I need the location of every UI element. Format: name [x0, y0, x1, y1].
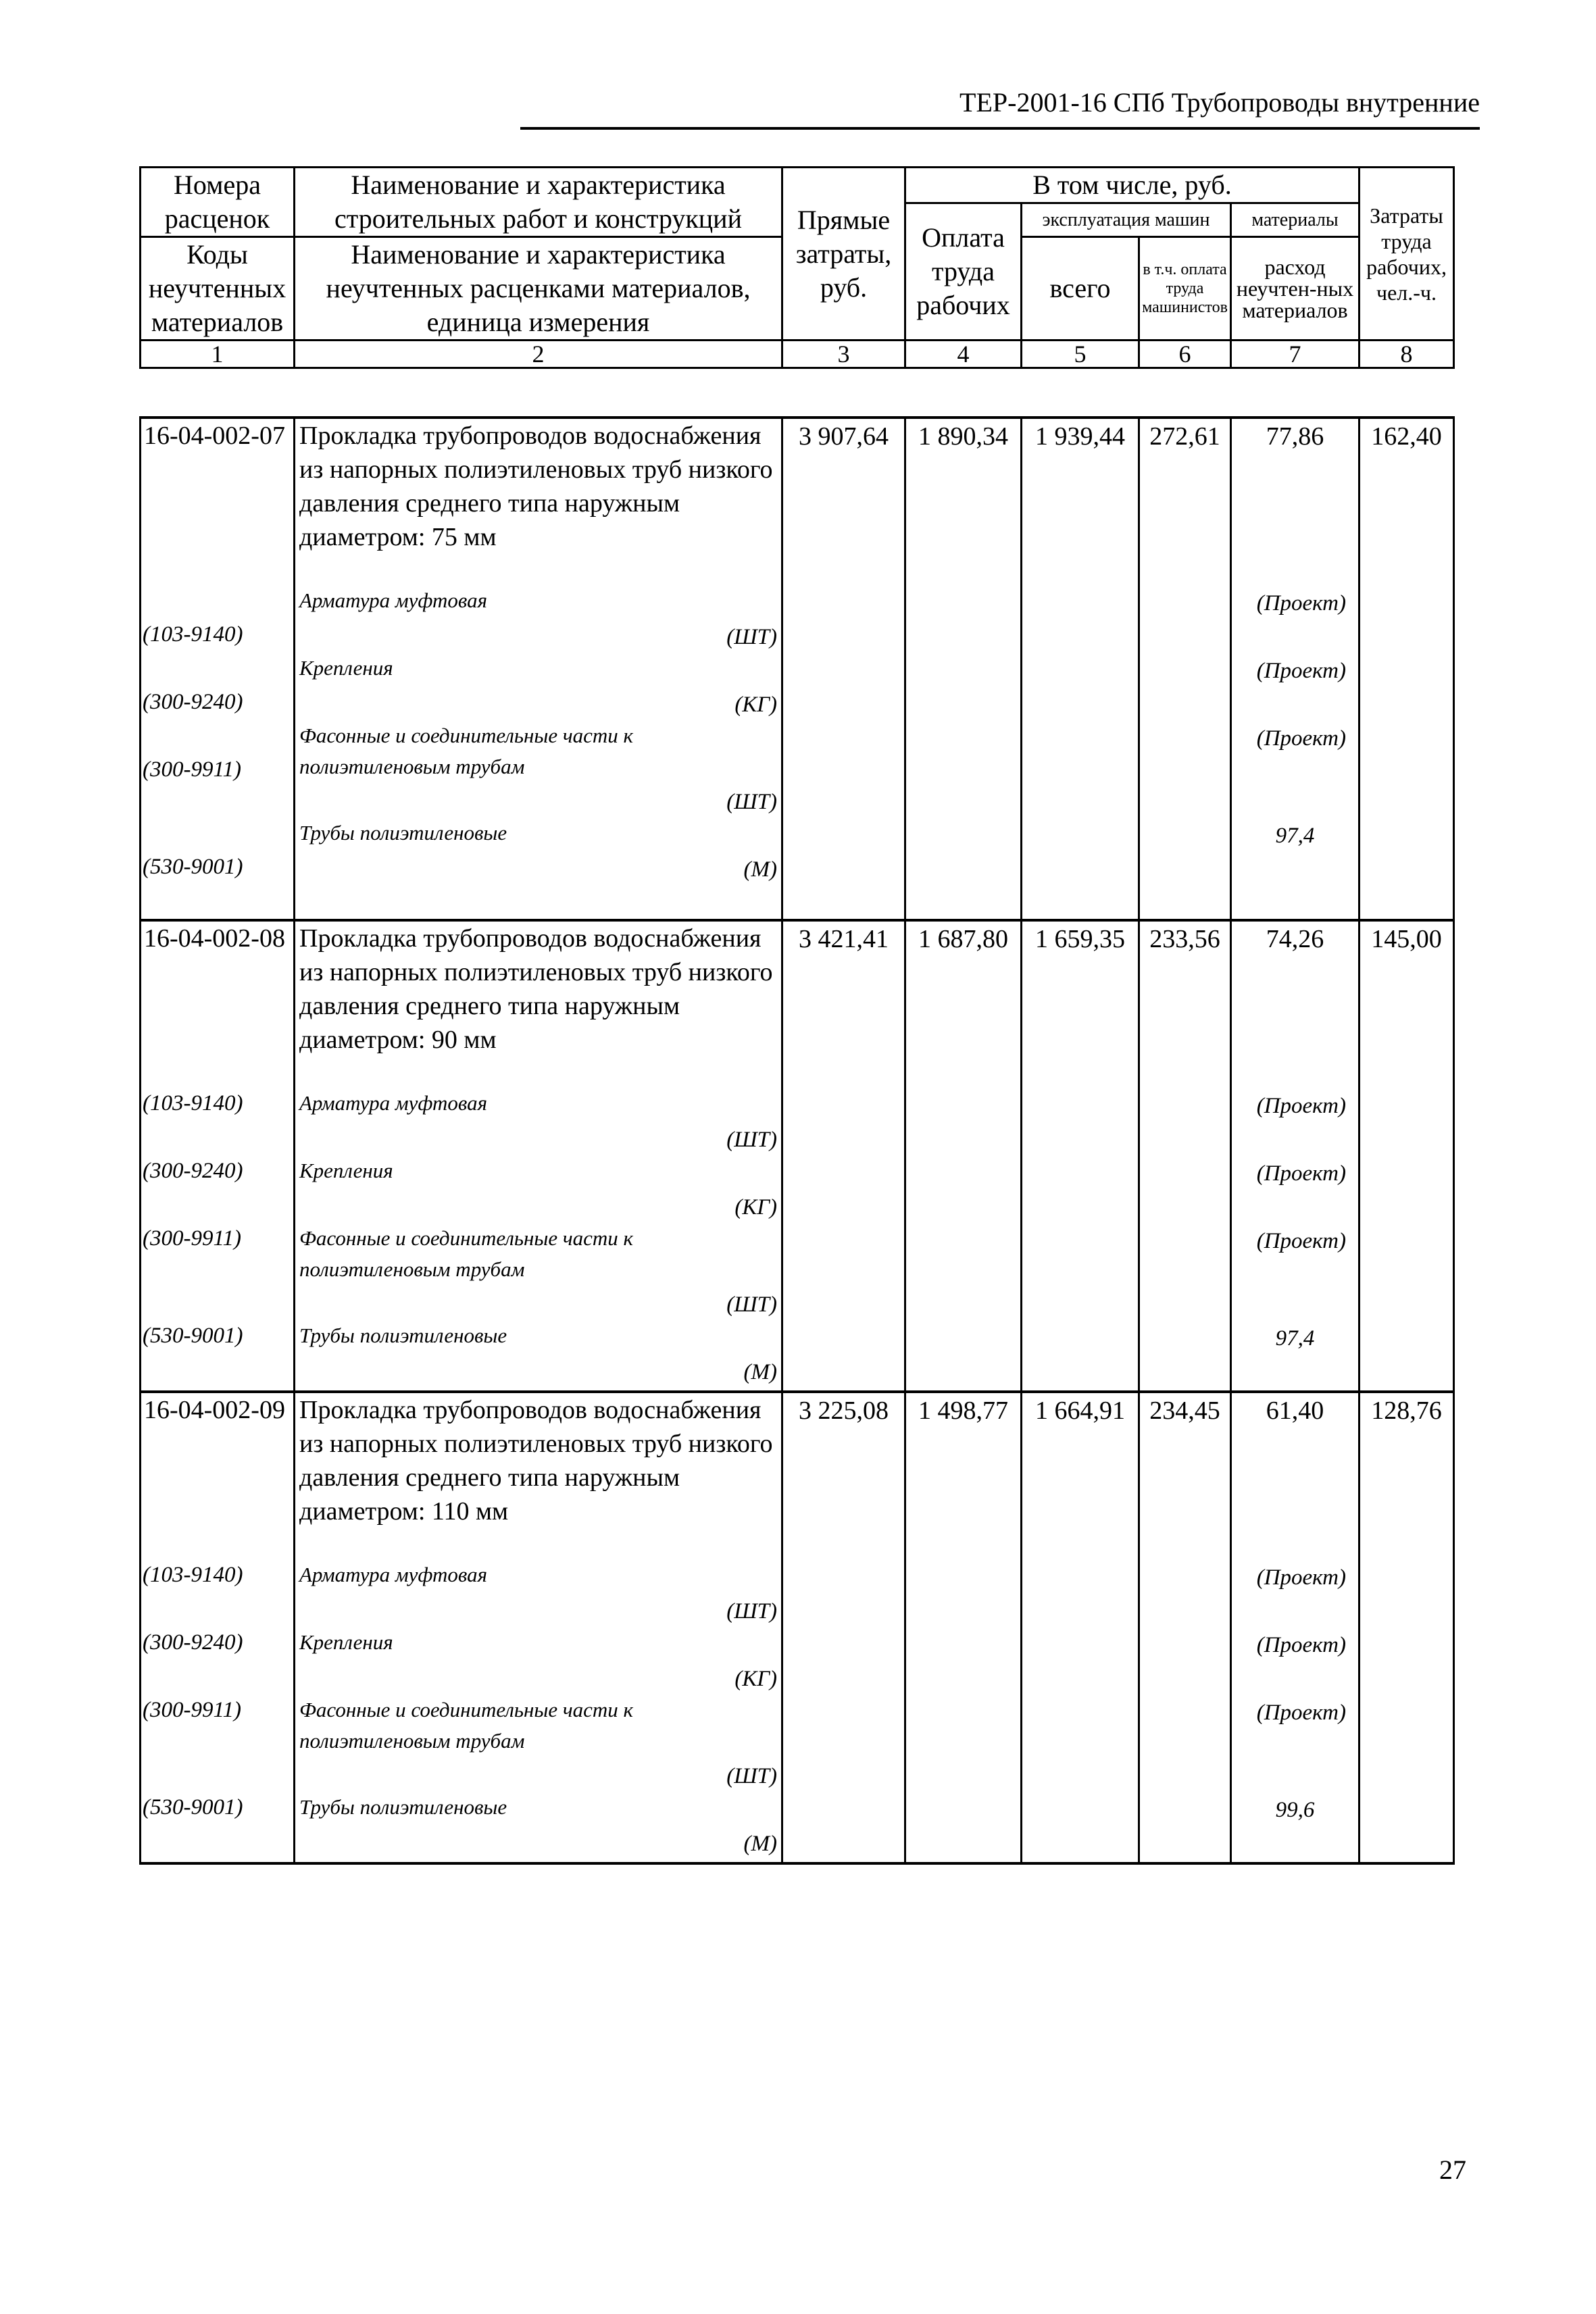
material-name: Крепления	[299, 656, 393, 680]
material-item	[295, 1155, 781, 1223]
material-code: (300-9911)	[143, 1226, 242, 1251]
document-title: ТЕР-2001-16 СПб Трубопроводы внутренние	[959, 87, 1480, 118]
labor-hours: 162,40	[1360, 418, 1454, 920]
header-num-5: 5	[1022, 341, 1139, 368]
material-qty: (Проект)	[1256, 591, 1346, 615]
table-row	[141, 920, 1454, 1392]
material-code: (300-9240)	[143, 1630, 243, 1655]
rates-table	[139, 416, 1455, 1865]
materials-cost: 61,40	[1266, 1397, 1324, 1425]
materials-cost: 74,26	[1266, 925, 1324, 953]
material-qty: (Проект)	[1256, 1565, 1346, 1590]
material-code: (530-9001)	[143, 1324, 243, 1348]
material-qty: 97,4	[1275, 824, 1315, 848]
header-num-2: 2	[295, 341, 782, 368]
material-unit: (ШТ)	[726, 790, 777, 814]
header-col8: Затраты труда рабочих, чел.-ч.	[1360, 168, 1454, 341]
direct-cost: 3 225,08	[782, 1392, 905, 1863]
material-code: (530-9001)	[143, 1795, 243, 1819]
material-item	[295, 653, 781, 720]
labor-cost: 1 687,80	[905, 920, 1022, 1392]
header-num-8: 8	[1360, 341, 1454, 368]
material-qty: (Проект)	[1256, 659, 1346, 683]
rate-name: Прокладка трубопроводов водоснабжения из напорных полиэтиленовых труб низкого давления среднего типа наружным диаметром: 90 мм	[299, 924, 773, 1054]
material-code: (103-9140)	[143, 1563, 243, 1587]
material-qty: 99,6	[1275, 1798, 1315, 1822]
materials-cost: 77,86	[1266, 422, 1324, 451]
direct-cost: 3 421,41	[782, 920, 905, 1392]
material-name: Арматура муфтовая	[299, 1091, 488, 1115]
material-item	[295, 1559, 781, 1627]
material-qty: (Проект)	[1256, 1633, 1346, 1657]
header-col2-bottom: Наименование и характеристика неучтенных расценками материалов, единица измерения	[295, 237, 782, 341]
material-code: (103-9140)	[143, 1091, 243, 1115]
table-header	[139, 166, 1455, 369]
material-item	[295, 1627, 781, 1694]
material-name: Фасонные и соединительные части к полиэтиленовым трубам	[299, 1226, 634, 1281]
material-qty: (Проект)	[1256, 1701, 1346, 1725]
header-num-7: 7	[1231, 341, 1360, 368]
material-name: Крепления	[299, 1159, 393, 1182]
material-item	[295, 1694, 781, 1792]
material-code: (300-9240)	[143, 1159, 243, 1183]
header-col6: в т.ч. оплата труда машинистов	[1139, 237, 1231, 341]
header-machines: эксплуатация машин	[1022, 203, 1231, 237]
rate-name: Прокладка трубопроводов водоснабжения из напорных полиэтиленовых труб низкого давления среднего типа наружным диаметром: 75 мм	[299, 422, 773, 551]
rate-code: 16-04-002-09	[144, 1396, 285, 1424]
labor-cost: 1 498,77	[905, 1392, 1022, 1863]
material-name: Фасонные и соединительные части к полиэтиленовым трубам	[299, 1698, 634, 1753]
material-unit: (ШТ)	[726, 625, 777, 649]
material-name: Крепления	[299, 1630, 393, 1654]
page-number: 27	[1439, 2155, 1466, 2185]
machines-labor: 272,61	[1139, 418, 1231, 920]
material-code: (300-9911)	[143, 757, 242, 782]
material-item	[295, 1223, 781, 1320]
header-num-6: 6	[1139, 341, 1231, 368]
material-name: Арматура муфтовая	[299, 588, 488, 612]
material-unit: (ШТ)	[726, 1599, 777, 1624]
header-col2-top: Наименование и характеристика строительных работ и конструкций	[295, 168, 782, 237]
material-code: (103-9140)	[143, 622, 243, 647]
material-code: (300-9911)	[143, 1698, 242, 1722]
material-unit: (М)	[743, 1832, 777, 1856]
material-name: Трубы полиэтиленовые	[299, 821, 507, 845]
table-row	[141, 1392, 1454, 1863]
labor-cost: 1 890,34	[905, 418, 1022, 920]
material-unit: (КГ)	[734, 1667, 777, 1691]
material-item	[295, 1792, 781, 1859]
material-unit: (ШТ)	[726, 1764, 777, 1788]
direct-cost: 3 907,64	[782, 418, 905, 920]
material-item	[295, 585, 781, 653]
material-unit: (ШТ)	[726, 1128, 777, 1152]
material-item	[295, 720, 781, 818]
material-item	[295, 818, 781, 885]
header-col4: Оплата труда рабочих	[905, 203, 1022, 341]
material-qty: (Проект)	[1256, 1161, 1346, 1186]
material-name: Трубы полиэтиленовые	[299, 1324, 507, 1347]
header-num-3: 3	[782, 341, 905, 368]
material-item	[295, 1320, 781, 1388]
material-name: Фасонные и соединительные части к полиэтиленовым трубам	[299, 724, 634, 778]
title-underline	[520, 127, 1480, 130]
rate-code: 16-04-002-07	[144, 422, 285, 450]
header-num-4: 4	[905, 341, 1022, 368]
header-group: В том числе, руб.	[905, 168, 1360, 203]
labor-hours: 145,00	[1360, 920, 1454, 1392]
material-unit: (КГ)	[734, 1195, 777, 1219]
header-materials: материалы	[1231, 203, 1360, 237]
header-col7: расход неучтен-ных материалов	[1231, 237, 1360, 341]
material-unit: (М)	[743, 857, 777, 882]
machines-labor: 234,45	[1139, 1392, 1231, 1863]
header-num-1: 1	[141, 341, 295, 368]
material-unit: (ШТ)	[726, 1292, 777, 1317]
labor-hours: 128,76	[1360, 1392, 1454, 1863]
machines-labor: 233,56	[1139, 920, 1231, 1392]
material-qty: (Проект)	[1256, 1094, 1346, 1118]
material-name: Трубы полиэтиленовые	[299, 1795, 507, 1819]
material-unit: (М)	[743, 1360, 777, 1384]
machines-total: 1 939,44	[1022, 418, 1139, 920]
material-code: (300-9240)	[143, 690, 243, 714]
material-qty: (Проект)	[1256, 726, 1346, 751]
material-name: Арматура муфтовая	[299, 1563, 488, 1586]
header-col1-bottom: Коды неучтенных материалов	[141, 237, 295, 341]
material-unit: (КГ)	[734, 693, 777, 717]
header-col1-top: Номера расценок	[141, 168, 295, 237]
header-col5: всего	[1022, 237, 1139, 341]
material-qty: 97,4	[1275, 1326, 1315, 1351]
rate-code: 16-04-002-08	[144, 924, 285, 953]
table-row	[141, 418, 1454, 920]
material-code: (530-9001)	[143, 855, 243, 879]
material-qty: (Проект)	[1256, 1229, 1346, 1253]
machines-total: 1 659,35	[1022, 920, 1139, 1392]
material-item	[295, 1088, 781, 1155]
header-col3: Прямые затраты, руб.	[782, 168, 905, 341]
rate-name: Прокладка трубопроводов водоснабжения из напорных полиэтиленовых труб низкого давления среднего типа наружным диаметром: 110 мм	[299, 1396, 773, 1526]
machines-total: 1 664,91	[1022, 1392, 1139, 1863]
